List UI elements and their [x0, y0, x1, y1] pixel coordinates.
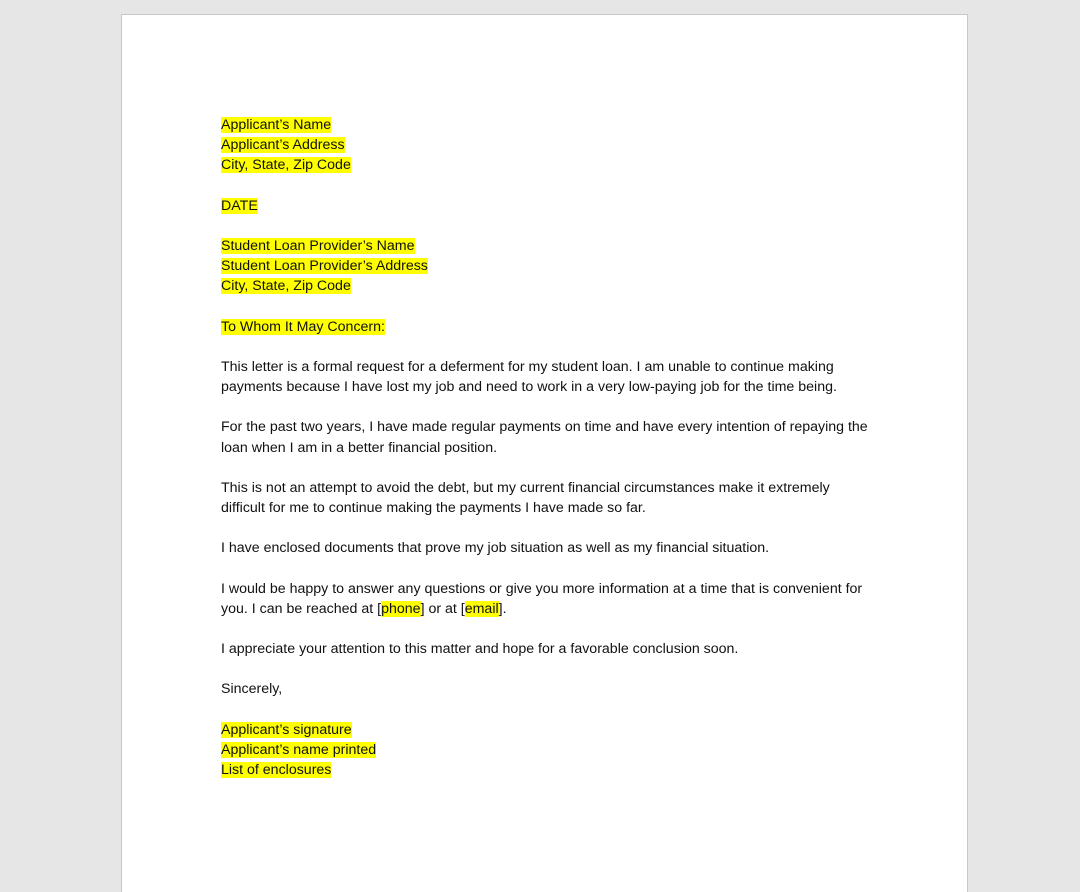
- salutation: To Whom It May Concern:: [221, 318, 385, 335]
- paragraph-5-line-1: I would be happy to answer any questions or give you more information at a time that is convenient for: [221, 580, 863, 597]
- paragraph-1-line-2: payments because I have lost my job and need to work in a very low-paying job for the time being.: [221, 379, 837, 396]
- paragraph-1-line-1: This letter is a formal request for a deferment for my student loan. I am unable to continue making: [221, 358, 834, 375]
- applicant-signature: Applicant’s signature: [221, 721, 352, 738]
- closing: Sincerely,: [221, 681, 283, 698]
- list-of-enclosures: List of enclosures: [221, 761, 332, 778]
- paragraph-4-line-1: I have enclosed documents that prove my job situation as well as my financial situation.: [221, 540, 770, 557]
- signature-block: [221, 720, 881, 781]
- recipient-name: Student Loan Provider’s Name: [221, 237, 415, 254]
- sender-name: Applicant’s Name: [221, 117, 332, 133]
- paragraph-2: [221, 417, 881, 457]
- paragraph-2-line-2: loan when I am in a better financial position.: [221, 439, 498, 456]
- sender-city-state-zip: City, State, Zip Code: [221, 157, 351, 174]
- paragraph-5-line-2: [221, 599, 881, 619]
- paragraph-5: [221, 579, 881, 619]
- letter-date: DATE: [221, 197, 258, 214]
- contact-text-before-phone: you. I can be reached at [: [221, 600, 382, 617]
- recipient-city-state-zip: City, State, Zip Code: [221, 278, 351, 295]
- paragraph-3-line-2: difficult for me to continue making the payments I have made so far.: [221, 500, 646, 516]
- document-page: [121, 14, 968, 892]
- email-placeholder: email: [464, 600, 499, 617]
- letter-body: [221, 115, 881, 780]
- paragraph-3: [221, 478, 881, 518]
- closing-block: [221, 679, 881, 699]
- sender-address: Applicant’s Address: [221, 137, 345, 154]
- paragraph-6-line-1: I appreciate your attention to this matter and hope for a favorable conclusion soon.: [221, 641, 739, 658]
- paragraph-3-line-1: This is not an attempt to avoid the debt, but my current financial circumstances make it extremely: [221, 479, 830, 496]
- paragraph-4: [221, 538, 881, 558]
- date-block: [221, 196, 881, 216]
- paragraph-2-line-1: For the past two years, I have made regular payments on time and have every intention of repaying the: [221, 419, 868, 436]
- recipient-block: [221, 236, 881, 297]
- contact-text-after: ].: [498, 600, 507, 617]
- paragraph-1: [221, 357, 881, 397]
- salutation-block: [221, 317, 881, 337]
- recipient-address: Student Loan Provider’s Address: [221, 258, 428, 275]
- sender-block: [221, 115, 881, 176]
- applicant-name-printed: Applicant’s name printed: [221, 741, 377, 758]
- contact-text-between: ] or at [: [420, 600, 465, 617]
- phone-placeholder: phone: [381, 600, 421, 617]
- paragraph-6: [221, 639, 881, 659]
